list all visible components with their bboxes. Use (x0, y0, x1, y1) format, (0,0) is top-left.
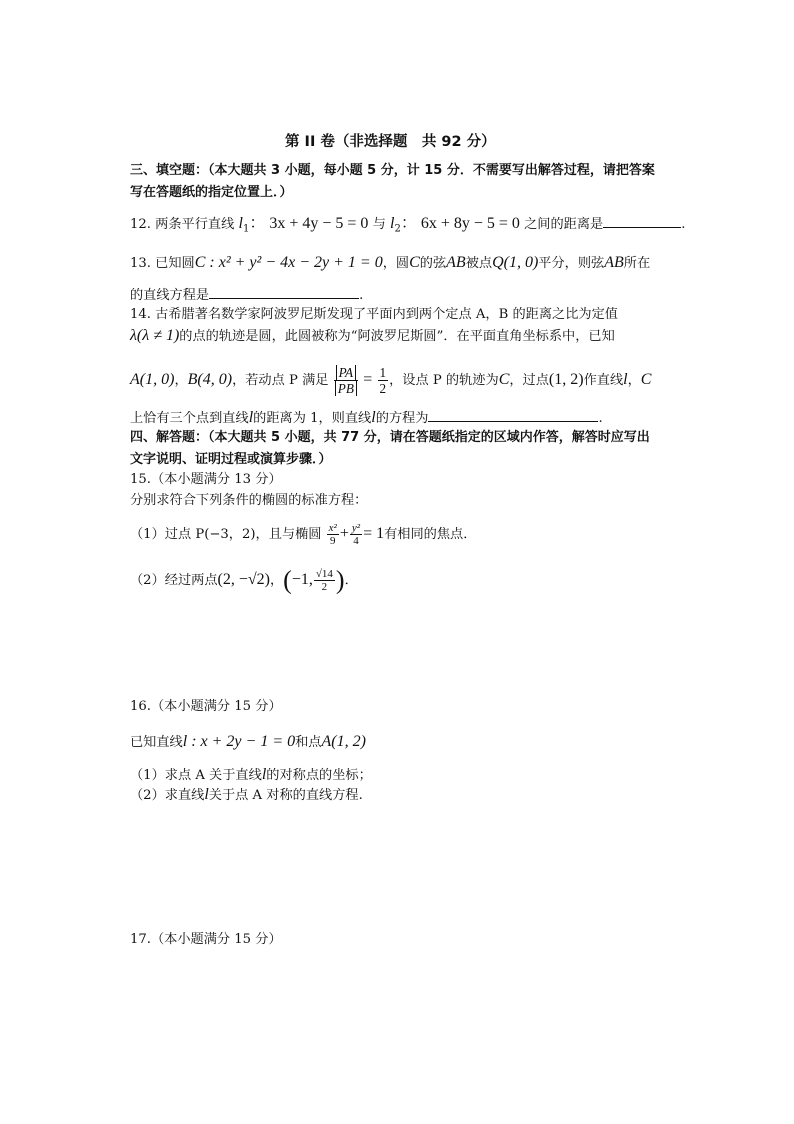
question-17-header: 17.（本小题满分 15 分） (130, 932, 282, 947)
answer-header-line-2: 文字说明、证明过程或演算步骤．） (130, 452, 332, 467)
question-16-header: 16.（本小题满分 15 分） (130, 699, 282, 714)
question-14-line-3: A(1, 0)，B(4, 0)，若动点 P 满足 $\frac{PA}{PB}$ = $\frac{1}{2}$ ，设点 P 的轨迹为C，过点(1, 2)作直线l，C (130, 365, 652, 396)
x-over-9-fraction: $\frac{\text{x²}}{9}$ (328, 522, 337, 547)
question-14-line-1: 14. 古希腊著名数学家阿波罗尼斯发现了平面内到两个定点 A，B 的距离之比为定值 (130, 307, 618, 322)
answer-blank-12 (603, 214, 681, 228)
question-15-intro: 分别求符合下列条件的椭圆的标准方程： (130, 493, 368, 508)
question-16-part-1: （1）求点 A 关于直线l的对称点的坐标； (130, 766, 372, 783)
question-15-part-1: （1）过点 P(−3，2)，且与椭圆 $\frac{\text{x²}}{9}$ + $\frac{\text{y²}}{4}$ = 1有相同的焦点． (130, 522, 477, 547)
question-16-part-2: （2）求直线l关于点 A 对称的直线方程. (130, 786, 363, 803)
answer-header-line-1: 四、解答题：（本大题共 5 小题，共 77 分，请在答题纸指定的区域内作答，解答时应写出 (130, 430, 650, 445)
question-13-line-2: 的直线方程是 . (130, 285, 363, 305)
fill-header-line-2: 写在答题纸的指定位置上．） (130, 185, 293, 200)
question-13: 13. 已知圆C : x² + y² − 4x − 2y + 1 = 0，圆C的弦AB被点Q(1, 0)平分，则弦AB所在 (130, 254, 651, 271)
section-title: 第 II 卷（非选择题 共 92 分） (285, 134, 496, 150)
sqrt14-over-2-fraction: $\frac{√14}{2}$ (315, 568, 333, 593)
ratio-fraction: $\frac{PA}{PB}$ (334, 365, 358, 396)
question-12: 12. 两条平行直线 $l_1$： 3x + 4y − 5 = 0 与 $l_2$： 6x + 8y − 5 = 0 之间的距离是 . (130, 215, 686, 235)
answer-blank-14 (428, 408, 598, 422)
half-fraction: $\frac{1}{2}$ (379, 365, 387, 396)
answer-blank-13 (209, 285, 359, 299)
question-16-intro: 已知直线l : x + 2y − 1 = 0和点A(1, 2) (130, 733, 366, 750)
question-14-line-4: 上恰有三个点到直线l的距离为 1，则直线l的方程为 . (130, 409, 603, 426)
question-15-part-2: （2）经过两点(2, −√2)，(−1, $\frac{√14}{2}$ )． (130, 565, 358, 595)
question-14-line-2: λ(λ ≠ 1)的点的轨迹是圆，此圆被称为“阿波罗尼斯圆”．在平面直角坐标系中，已知 (130, 327, 615, 344)
question-15-header: 15.（本小题满分 13 分） (130, 472, 282, 487)
fill-header-line-1: 三、填空题：（本大题共 3 小题，每小题 5 分，计 15 分．不需要写出解答过程，请把答案 (130, 163, 655, 178)
y-over-4-fraction: $\frac{\text{y²}}{4}$ (351, 522, 361, 547)
